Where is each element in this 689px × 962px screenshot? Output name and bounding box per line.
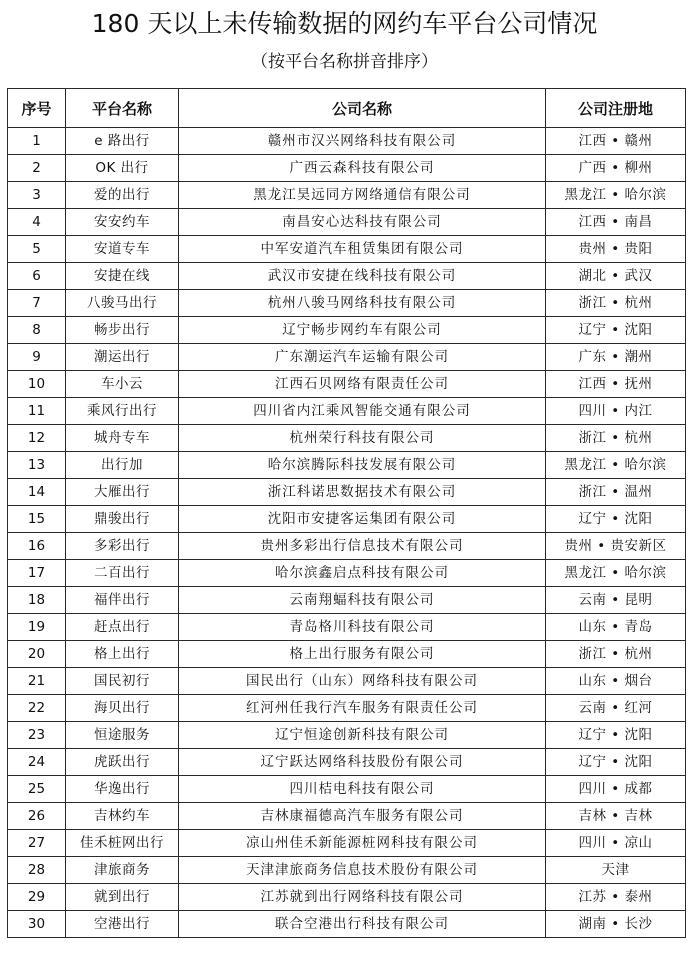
cell-seq: 30 xyxy=(8,911,66,938)
table-header-row xyxy=(8,89,686,128)
cell-location: 辽宁 • 沈阳 xyxy=(546,506,686,533)
cell-location: 黑龙江 • 哈尔滨 xyxy=(546,182,686,209)
table-row xyxy=(8,155,686,182)
cell-company: 浙江科诺思数据技术有限公司 xyxy=(179,479,546,506)
table-row xyxy=(8,182,686,209)
table-row xyxy=(8,263,686,290)
header-seq: 序号 xyxy=(8,89,66,128)
cell-company: 吉林康福德高汽车服务有限公司 xyxy=(179,803,546,830)
cell-company: 南昌安心达科技有限公司 xyxy=(179,209,546,236)
cell-company: 广西云森科技有限公司 xyxy=(179,155,546,182)
cell-location: 吉林 • 吉林 xyxy=(546,803,686,830)
cell-platform: 就到出行 xyxy=(66,884,179,911)
cell-seq: 2 xyxy=(8,155,66,182)
cell-location: 广西 • 柳州 xyxy=(546,155,686,182)
table-row xyxy=(8,560,686,587)
table-row xyxy=(8,722,686,749)
cell-location: 山东 • 青岛 xyxy=(546,614,686,641)
page-title: 180 天以上未传输数据的网约车平台公司情况 xyxy=(91,9,598,38)
cell-platform: 空港出行 xyxy=(66,911,179,938)
cell-seq: 14 xyxy=(8,479,66,506)
cell-location: 湖北 • 武汉 xyxy=(546,263,686,290)
cell-seq: 5 xyxy=(8,236,66,263)
platform-table xyxy=(7,88,686,938)
table-row xyxy=(8,587,686,614)
cell-company: 四川桔电科技有限公司 xyxy=(179,776,546,803)
table-row xyxy=(8,749,686,776)
cell-company: 联合空港出行科技有限公司 xyxy=(179,911,546,938)
cell-company: 赣州市汉兴网络科技有限公司 xyxy=(179,128,546,155)
cell-platform: 格上出行 xyxy=(66,641,179,668)
cell-seq: 19 xyxy=(8,614,66,641)
cell-location: 辽宁 • 沈阳 xyxy=(546,749,686,776)
cell-location: 四川 • 内江 xyxy=(546,398,686,425)
page-subtitle: （按平台名称拼音排序） xyxy=(251,52,438,72)
cell-location: 贵州 • 贵安新区 xyxy=(546,533,686,560)
cell-company: 中军安道汽车租赁集团有限公司 xyxy=(179,236,546,263)
cell-platform: 佳禾桩网出行 xyxy=(66,830,179,857)
cell-seq: 21 xyxy=(8,668,66,695)
cell-platform: 潮运出行 xyxy=(66,344,179,371)
cell-seq: 9 xyxy=(8,344,66,371)
cell-location: 黑龙江 • 哈尔滨 xyxy=(546,560,686,587)
cell-company: 沈阳市安捷客运集团有限公司 xyxy=(179,506,546,533)
cell-platform: 鼎骏出行 xyxy=(66,506,179,533)
cell-platform: 安安约车 xyxy=(66,209,179,236)
table-row xyxy=(8,290,686,317)
cell-platform: 恒途服务 xyxy=(66,722,179,749)
cell-seq: 18 xyxy=(8,587,66,614)
header-platform: 平台名称 xyxy=(66,89,179,128)
table-row xyxy=(8,236,686,263)
cell-platform: 车小云 xyxy=(66,371,179,398)
cell-company: 杭州八骏马网络科技有限公司 xyxy=(179,290,546,317)
cell-seq: 27 xyxy=(8,830,66,857)
cell-seq: 26 xyxy=(8,803,66,830)
cell-platform: 赶点出行 xyxy=(66,614,179,641)
cell-platform: 华逸出行 xyxy=(66,776,179,803)
table-row xyxy=(8,209,686,236)
table-body xyxy=(8,128,686,938)
cell-location: 辽宁 • 沈阳 xyxy=(546,317,686,344)
table-row xyxy=(8,398,686,425)
cell-seq: 6 xyxy=(8,263,66,290)
cell-location: 黑龙江 • 哈尔滨 xyxy=(546,452,686,479)
cell-location: 江西 • 赣州 xyxy=(546,128,686,155)
cell-company: 武汉市安捷在线科技有限公司 xyxy=(179,263,546,290)
cell-platform: 津旅商务 xyxy=(66,857,179,884)
cell-company: 红河州任我行汽车服务有限责任公司 xyxy=(179,695,546,722)
cell-platform: 畅步出行 xyxy=(66,317,179,344)
cell-company: 青岛格川科技有限公司 xyxy=(179,614,546,641)
cell-seq: 16 xyxy=(8,533,66,560)
cell-company: 辽宁恒途创新科技有限公司 xyxy=(179,722,546,749)
cell-company: 杭州荣行科技有限公司 xyxy=(179,425,546,452)
table-row xyxy=(8,614,686,641)
cell-location: 广东 • 潮州 xyxy=(546,344,686,371)
table-row xyxy=(8,803,686,830)
cell-seq: 13 xyxy=(8,452,66,479)
cell-location: 四川 • 成都 xyxy=(546,776,686,803)
cell-seq: 12 xyxy=(8,425,66,452)
cell-platform: 海贝出行 xyxy=(66,695,179,722)
cell-seq: 22 xyxy=(8,695,66,722)
cell-platform: e 路出行 xyxy=(66,128,179,155)
table-row xyxy=(8,641,686,668)
cell-company: 辽宁跃达网络科技股份有限公司 xyxy=(179,749,546,776)
cell-location: 山东 • 烟台 xyxy=(546,668,686,695)
cell-company: 四川省内江乘风智能交通有限公司 xyxy=(179,398,546,425)
cell-location: 浙江 • 杭州 xyxy=(546,290,686,317)
table-row xyxy=(8,884,686,911)
cell-platform: 虎跃出行 xyxy=(66,749,179,776)
cell-location: 四川 • 凉山 xyxy=(546,830,686,857)
cell-company: 贵州多彩出行信息技术有限公司 xyxy=(179,533,546,560)
cell-company: 江西石贝网络有限责任公司 xyxy=(179,371,546,398)
cell-seq: 29 xyxy=(8,884,66,911)
cell-company: 哈尔滨鑫启点科技有限公司 xyxy=(179,560,546,587)
cell-location: 江苏 • 泰州 xyxy=(546,884,686,911)
cell-location: 浙江 • 杭州 xyxy=(546,425,686,452)
table-row xyxy=(8,911,686,938)
cell-location: 贵州 • 贵阳 xyxy=(546,236,686,263)
header-location: 公司注册地 xyxy=(546,89,686,128)
cell-location: 浙江 • 杭州 xyxy=(546,641,686,668)
cell-platform: 安捷在线 xyxy=(66,263,179,290)
table-row xyxy=(8,668,686,695)
table-row xyxy=(8,695,686,722)
cell-location: 云南 • 红河 xyxy=(546,695,686,722)
cell-company: 凉山州佳禾新能源桩网科技有限公司 xyxy=(179,830,546,857)
table-row xyxy=(8,857,686,884)
cell-platform: 福伴出行 xyxy=(66,587,179,614)
cell-location: 湖南 • 长沙 xyxy=(546,911,686,938)
cell-seq: 28 xyxy=(8,857,66,884)
cell-seq: 8 xyxy=(8,317,66,344)
table-row xyxy=(8,344,686,371)
cell-location: 浙江 • 温州 xyxy=(546,479,686,506)
table-row xyxy=(8,479,686,506)
cell-company: 黑龙江昊远同方网络通信有限公司 xyxy=(179,182,546,209)
cell-seq: 11 xyxy=(8,398,66,425)
cell-company: 哈尔滨腾际科技发展有限公司 xyxy=(179,452,546,479)
cell-company: 辽宁畅步网约车有限公司 xyxy=(179,317,546,344)
cell-company: 广东潮运汽车运输有限公司 xyxy=(179,344,546,371)
cell-seq: 20 xyxy=(8,641,66,668)
cell-platform: 乘风行出行 xyxy=(66,398,179,425)
cell-platform: 爱的出行 xyxy=(66,182,179,209)
cell-platform: 大雁出行 xyxy=(66,479,179,506)
cell-seq: 24 xyxy=(8,749,66,776)
page-bottom-edge xyxy=(0,950,689,962)
cell-seq: 17 xyxy=(8,560,66,587)
cell-platform: 二百出行 xyxy=(66,560,179,587)
table-row xyxy=(8,425,686,452)
cell-seq: 25 xyxy=(8,776,66,803)
table-row xyxy=(8,830,686,857)
cell-seq: 15 xyxy=(8,506,66,533)
table-row xyxy=(8,533,686,560)
cell-platform: 多彩出行 xyxy=(66,533,179,560)
cell-seq: 10 xyxy=(8,371,66,398)
table-row xyxy=(8,317,686,344)
cell-seq: 7 xyxy=(8,290,66,317)
cell-company: 格上出行服务有限公司 xyxy=(179,641,546,668)
cell-location: 江西 • 抚州 xyxy=(546,371,686,398)
table-row xyxy=(8,776,686,803)
table-row xyxy=(8,506,686,533)
cell-location: 辽宁 • 沈阳 xyxy=(546,722,686,749)
cell-company: 云南翔蝠科技有限公司 xyxy=(179,587,546,614)
cell-company: 江苏就到出行网络科技有限公司 xyxy=(179,884,546,911)
cell-platform: 出行加 xyxy=(66,452,179,479)
cell-platform: 城舟专车 xyxy=(66,425,179,452)
cell-platform: 八骏马出行 xyxy=(66,290,179,317)
cell-seq: 23 xyxy=(8,722,66,749)
table-row xyxy=(8,371,686,398)
cell-platform: 国民初行 xyxy=(66,668,179,695)
cell-seq: 3 xyxy=(8,182,66,209)
cell-location: 江西 • 南昌 xyxy=(546,209,686,236)
table-row xyxy=(8,452,686,479)
cell-seq: 4 xyxy=(8,209,66,236)
cell-platform: OK 出行 xyxy=(66,155,179,182)
cell-location: 云南 • 昆明 xyxy=(546,587,686,614)
cell-platform: 吉林约车 xyxy=(66,803,179,830)
cell-company: 国民出行（山东）网络科技有限公司 xyxy=(179,668,546,695)
cell-company: 天津津旅商务信息技术股份有限公司 xyxy=(179,857,546,884)
table-row xyxy=(8,128,686,155)
header-company: 公司名称 xyxy=(179,89,546,128)
cell-seq: 1 xyxy=(8,128,66,155)
cell-location: 天津 xyxy=(546,857,686,884)
cell-platform: 安道专车 xyxy=(66,236,179,263)
